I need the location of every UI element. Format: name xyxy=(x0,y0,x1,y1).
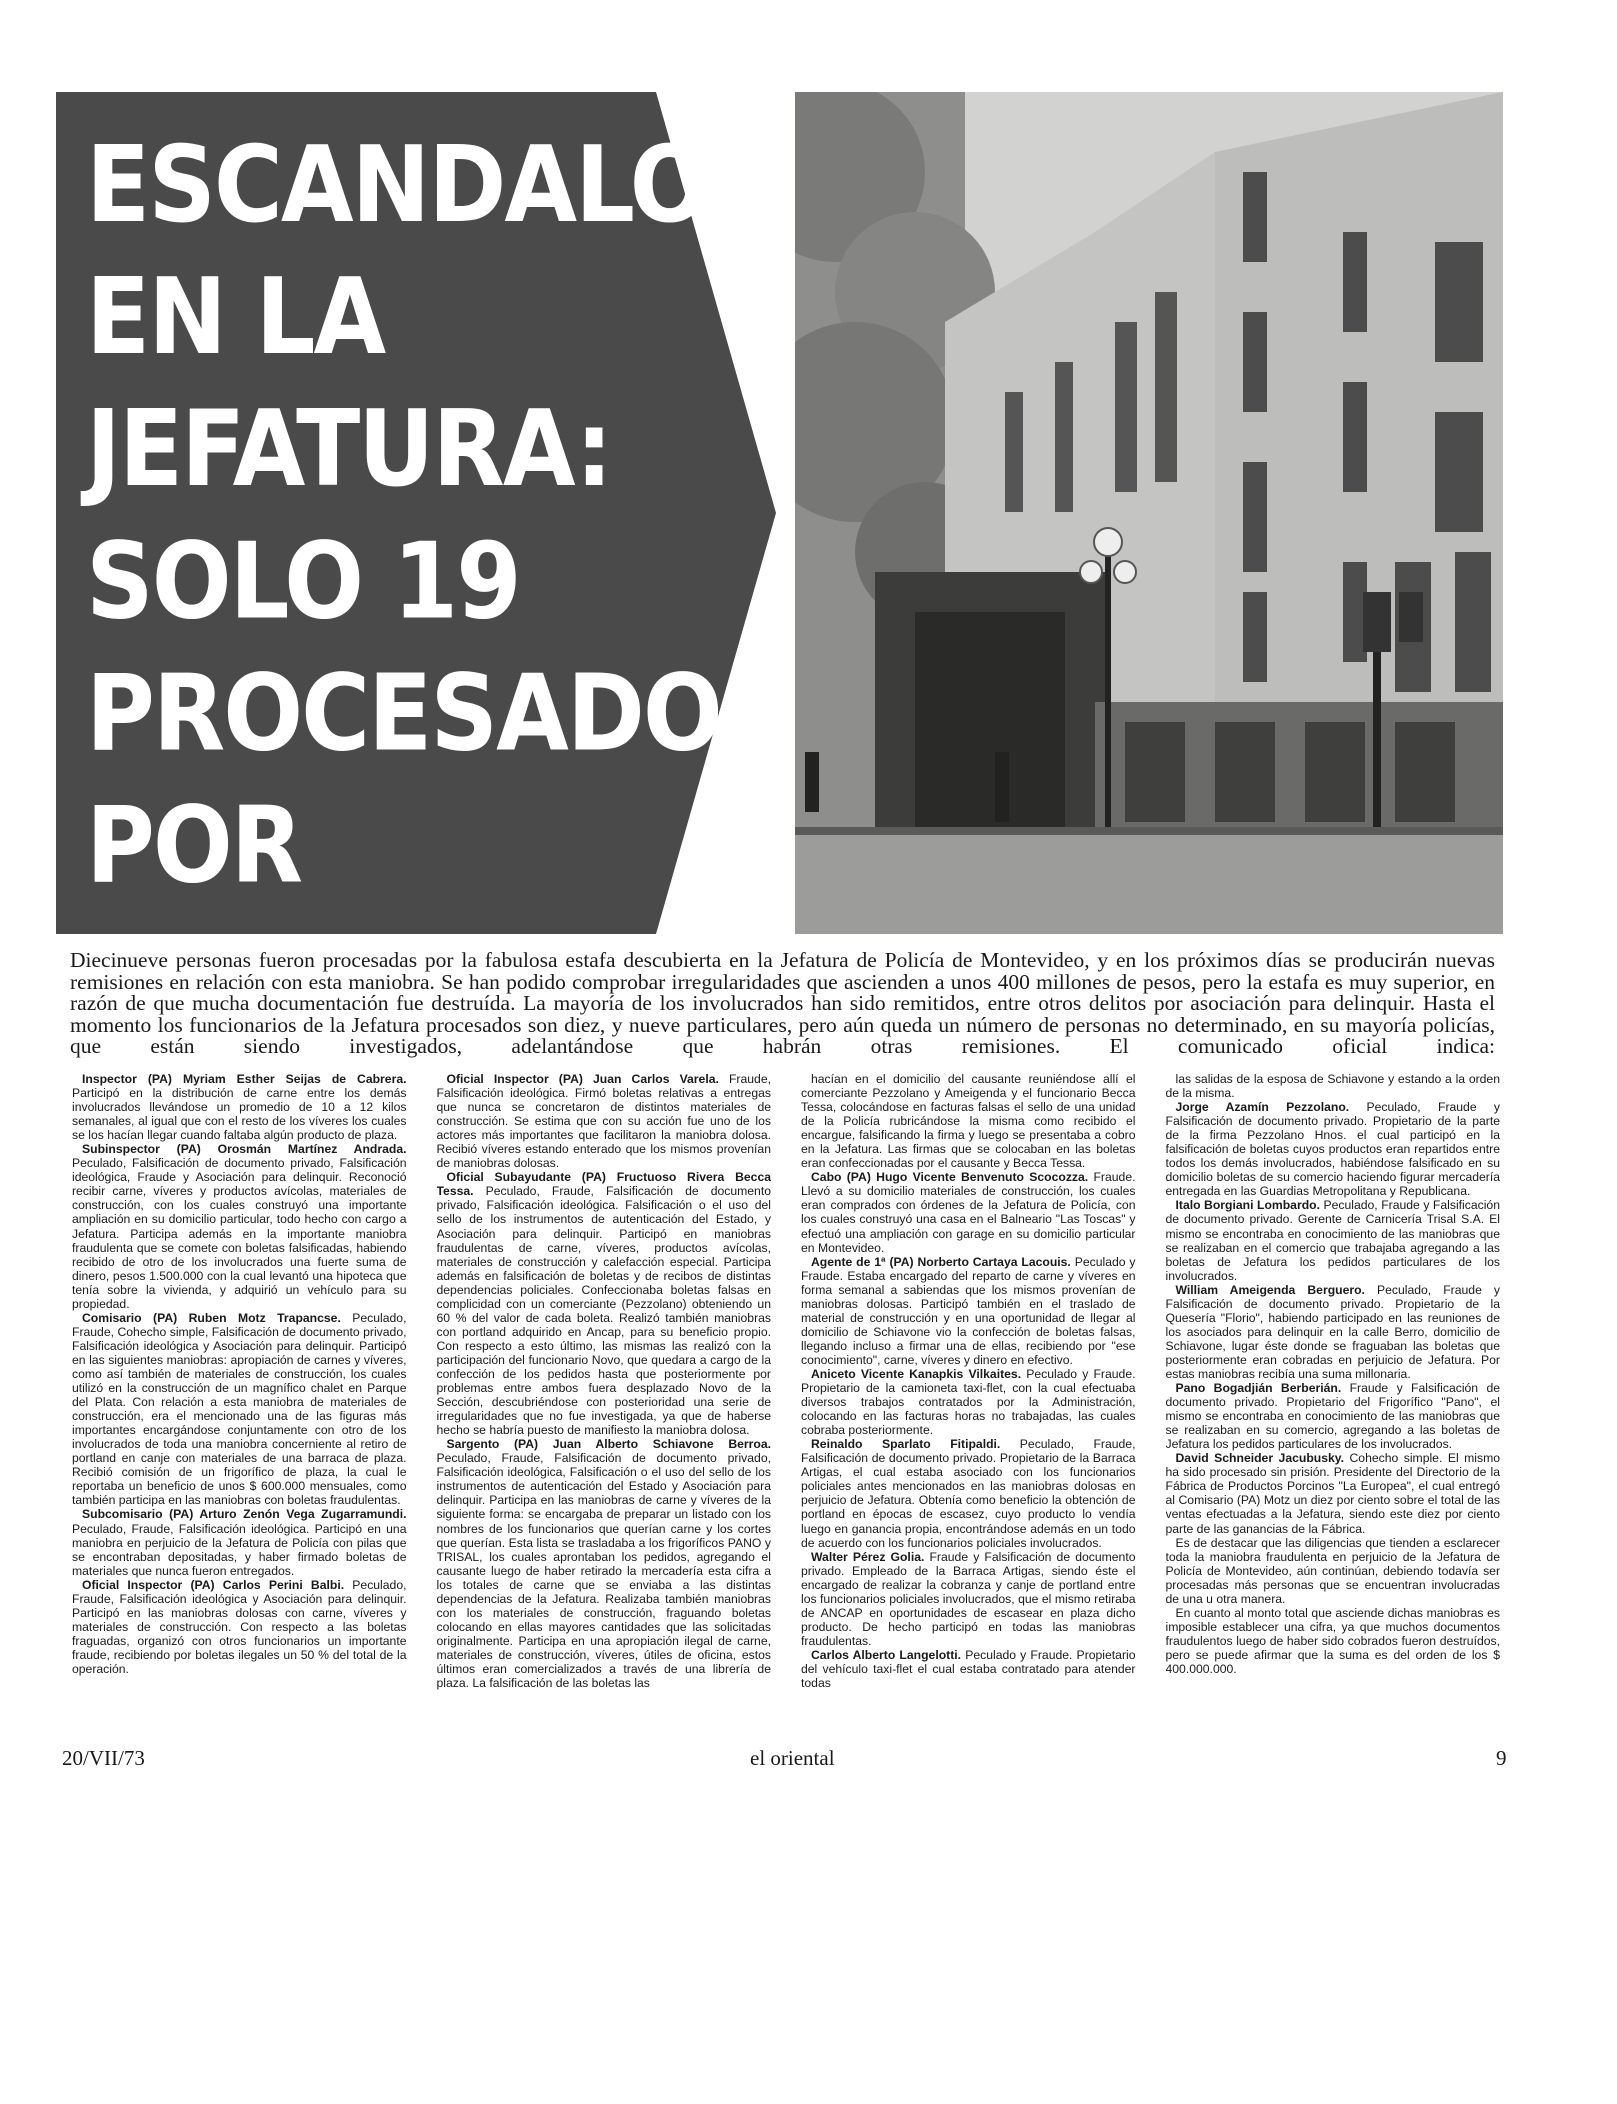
article-column xyxy=(1166,1072,1501,1710)
entry-text: Fraude y Falsificación de documento privado. Propietario del Frigorífico "Pano", el mismo se encontraba en conocimiento de las maniobras que se realizaban en su comercio, agregando a las boletas de Jefatura los pedidos particulares de los involucrados. xyxy=(1165,1381,1500,1452)
entry-text: Cohecho simple. El mismo ha sido procesado sin prisión. Presidente del Directorio de la Fábrica de Productos Porcinos "La Europea", el cual entregó al Comisario (PA) Motz un diez por ciento sobre el total de las ventas efectuadas a la Jefatura, siendo este diez por ciento parte de las ganancias de la Fábrica. xyxy=(1165,1451,1500,1536)
headline-line: PROCESADOS xyxy=(86,653,787,776)
headline-line: POR xyxy=(86,785,302,908)
jefatura-building-photo xyxy=(795,92,1503,934)
entry-name: Italo Borgiani Lombardo. xyxy=(1175,1198,1320,1213)
entry-text: Peculado, Fraude, Falsificación de documento privado. Propietario de la Barraca Artigas, el cual estaba asociado con los funcionarios policiales antes mencionados en las maniobras dolosas en perjuicio de Jefatura. Obtenía como beneficio la obtención de portland en épocas de escasez, cuyo producto lo vendía luego en ganancia propia, encontrándose además en un todo de acuerdo con los funcionarios policiales involucrados. xyxy=(801,1437,1136,1550)
article-column xyxy=(72,1072,407,1710)
footer-publication: el oriental xyxy=(750,1746,835,1770)
article-entry xyxy=(801,1072,1136,1170)
entry-text: Peculado, Fraude y Falsificación de documento privado. Gerente de Carnicería Trisal S.A. El mismo se encontraba en conocimiento de las maniobras que se realizaban en el comercio que trabajaba agregando a las boletas de Jefatura los pedidos particulares de los involucrados. xyxy=(1165,1198,1500,1283)
building-illustration xyxy=(795,92,1503,934)
article-entry xyxy=(72,1578,407,1676)
entry-text: Peculado, Fraude y Falsificación de documento privado. Propietario de la parte de la firma Pezzolano Hnos. el cual participó en la falsificación de boletas cuyos productos eran repartidos entre todos los demás involucrados, habiéndose falsificado en su domicilio boletas de su comercio haciendo figurar mercadería entregada en las Guardias Metropolitana y Republicana. xyxy=(1165,1100,1500,1199)
footer-date: 20/VII/73 xyxy=(62,1746,145,1770)
article-entry xyxy=(1166,1536,1501,1606)
entry-name: Carlos Alberto Langelotti. xyxy=(811,1647,962,1662)
entry-name: Walter Pérez Golia. xyxy=(811,1549,925,1564)
entry-text: hacían en el domicilio del causante reuniéndose allí el comerciante Pezzolano y Ameigenda y el funcionario Becca Tessa, colocándose en facturas falsas el sello de una unidad de la Policía rubricándose la misma como recibido el encargue, falsificando la firma y luego se presentaba a cobro en la Jefatura. Las firmas que se colocaban en las boletas eran confeccionadas por el causante y Becca Tessa. xyxy=(801,1072,1136,1171)
article-entry xyxy=(801,1437,1136,1549)
entry-text: Peculado, Fraude, Cohecho simple, Falsificación de documento privado, Falsificación ideológica y Asociación para delinquir. Participó en las siguientes maniobras: apropiación de carnes y víveres, como así también de materiales de construcción, los cuales utilizó en la construcción de un magnífico chalet en Parque del Plata. Con relación a esta maniobra de materiales de construcción, era el mencionado una de las figuras más importantes encargándose conjuntamente con otro de los involucrados de toda una maniobra concerniente al retiro de portland en canje con materiales de una barraca de plaza. Recibió comisión de un frigorífico de plaza, la cual le reportaba un beneficio de unos $ 600.000 mensuales, como también participa en las maniobras con boletas fraudulentas. xyxy=(72,1310,407,1508)
article-entry xyxy=(1166,1072,1501,1100)
entry-name: Pano Bogadjián Berberián. xyxy=(1175,1381,1342,1396)
headline-line: ESCANDALO xyxy=(86,124,708,247)
entry-text: Participó en la distribución de carne entre los demás involucrados llevándose un promedio de 10 a 12 kilos semanales, al igual que con el resto de los víveres los cuales se los hacían llegar cuando faltaba algún producto de plaza. xyxy=(72,1086,407,1143)
article-entry xyxy=(1166,1198,1501,1282)
entry-name: Sargento (PA) Juan Alberto Schiavone Berroa. xyxy=(446,1437,771,1452)
entry-text: Fraude, Falsificación ideológica. Firmó boletas relativas a entregas que nunca se concretaron de distintos materiales de construcción. Se estima que con su acción fue uno de los actores más importantes que facilitaron la maniobra dolosa. Recibió víveres estando enterado que los mismos provenían de maniobras dolosas. xyxy=(436,1072,771,1171)
article-entry xyxy=(72,1072,407,1142)
article-columns xyxy=(72,1072,1500,1710)
article-entry xyxy=(72,1507,407,1577)
entry-text: Es de destacar que las diligencias que tienden a esclarecer toda la maniobra fraudulenta en perjuicio de la Jefatura de Policía de Montevideo, aún continúan, debiendo todavía ser procesadas más personas que se encuentran involucradas de una u otra manera. xyxy=(1165,1535,1500,1606)
headline-title xyxy=(86,120,787,1045)
headline-line: SOLO 19 xyxy=(86,520,520,644)
entry-name: Reinaldo Sparlato Fitipaldi. xyxy=(811,1437,1001,1452)
entry-text: Fraude y Falsificación de documento privado. Empleado de la Barraca Artigas, siendo éste el encargado de realizar la cobranza y canje de portland entre los funcionarios policiales involucrados, que el mismo retiraba de ANCAP en oportunidades de escasear en plaza dicho producto. De hecho participó en todas las maniobras fraudulentas. xyxy=(801,1549,1136,1648)
article-entry xyxy=(1166,1100,1501,1198)
entry-name: Oficial Subayudante (PA) Fructuoso Rivera Becca Tessa. xyxy=(436,1170,771,1199)
article-entry xyxy=(1166,1451,1501,1535)
article-entry xyxy=(801,1550,1136,1648)
entry-text: Peculado y Fraude. Propietario del vehículo taxi-flet el cual estaba contratado para atender todas xyxy=(801,1647,1136,1691)
article-entry xyxy=(1166,1606,1501,1676)
article-entry xyxy=(1166,1381,1501,1451)
article-entry xyxy=(72,1142,407,1311)
entry-text: Peculado y Fraude. Propietario de la camioneta taxi-flet, con la cual efectuaba diversos trabajos contratados por la Administración, colocando en las facturas horas no trabajadas, las cuales cobraba posteriormente. xyxy=(801,1366,1136,1438)
entry-name: Jorge Azamín Pezzolano. xyxy=(1175,1100,1350,1115)
entry-text: Peculado, Fraude, Falsificación ideológica y Asociación para delinquir. Participó en las maniobras dolosas con carne, víveres y materiales de construcción. Con respecto a las boletas fraguadas, organizó con otros funcionarios un importante fraude, recibiendo por boletas ilegales un 50 % del total de la operación. xyxy=(72,1577,407,1676)
entry-text: Peculado y Fraude. Estaba encargado del reparto de carne y víveres en forma semanal a sabiendas que los mismos provenían de maniobras dolosas. Participó también en el traslado de material de construcción y en una oportunidad de llegar al domicilio de Schiavone vio la confección de boletas falsas, llegando incluso a firmar una de ellas, recibiendo por "ese conocimiento", carne, víveres y dinero en efectivo. xyxy=(801,1254,1136,1367)
footer-page-number: 9 xyxy=(1496,1746,1507,1770)
article-entry xyxy=(437,1072,772,1170)
entry-text: En cuanto al monto total que asciende dichas maniobras es imposible establecer una cifra, ya que muchos documentos fraudulentos luego de haber sido cobrados fueron destruídos, pero se puede afirmar que la suma es del orden de los $ 400.000.000. xyxy=(1165,1605,1500,1676)
entry-name: Comisario (PA) Ruben Motz Trapancse. xyxy=(82,1310,341,1325)
article-column xyxy=(437,1072,772,1710)
article-entry xyxy=(801,1648,1136,1690)
entry-text: Fraude. Llevó a su domicilio materiales de construcción, los cuales eran comprados con órdenes de la Jefatura de Policía, con los cuales construyó una casa en el Balneario "Las Toscas" y efectuó una ampliación con garage en su domicilio particular en Montevideo. xyxy=(801,1170,1136,1255)
entry-text: Peculado, Fraude, Falsificación de documento privado, Falsificación ideológica, Falsificación o el uso del sello de los instrumentos de autenticación del Estado y Asociación para delinquir. Participa en las maniobras de carne y víveres de la siguiente forma: se encargaba de preparar un listado con los nombres de los funcionarios que querían carne y los cortes que querían. Esta lista se trasladaba a los frigoríficos PANO y TRISAL, los cuales aprontaban los pedidos, agregando el causante luego de haber retirado la mercadería esta cifra a los totales de carne que se enviaba a las distintas dependencias de la Jefatura. Realizaba también maniobras con los materiales de construcción, fraguando boletas colocando en ellas mayores cantidades que las solicitadas originalmente. Participa en una apropiación ilegal de carne, materiales de construcción, víveres, útiles de oficina, estos últimos eran comercializados a través de una librería de plaza. La falsificación de las boletas las xyxy=(436,1451,771,1691)
entry-name: Inspector (PA) Myriam Esther Seijas de Cabrera. xyxy=(82,1072,407,1086)
article-column xyxy=(801,1072,1136,1710)
entry-name: Oficial Inspector (PA) Carlos Perini Balbi. xyxy=(82,1577,345,1592)
entry-name: Aniceto Vicente Kanapkis Vilkaites. xyxy=(811,1366,1022,1381)
article-entry xyxy=(801,1170,1136,1254)
entry-name: Oficial Inspector (PA) Juan Carlos Varela. xyxy=(446,1072,719,1086)
headline-line: AHORA xyxy=(86,917,453,1040)
article-entry xyxy=(801,1255,1136,1367)
entry-name: Subcomisario (PA) Arturo Zenón Vega Zugarramundi. xyxy=(82,1507,407,1522)
intro-paragraph: Diecinueve personas fueron procesadas por la fabulosa estafa descubierta en la Jefatura de Policía de Montevideo, y en los próximos días se producirán nuevas remisiones en relación con esta maniobra. Se han podido comprobar irregularidades que ascienden a unos 400 millones de pesos, pero la estafa es muy superior, en razón de que mucha documentación fue destruída. La mayoría de los involucrados han sido remitidos, entre otros delitos por asociación para delinquir. Hasta el momento los funcionarios de la Jefatura procesados son diez, y nueve particulares, pero aún queda un número de personas no determinado, en su mayoría policías, que están siendo investigados, adelantándose que habrán otras remisiones. El comunicado oficial indica: xyxy=(70,948,1495,1058)
entry-name: David Schneider Jacubusky. xyxy=(1175,1451,1345,1466)
entry-name: Cabo (PA) Hugo Vicente Benvenuto Scocozza. xyxy=(811,1170,1089,1185)
entry-text: las salidas de la esposa de Schiavone y estando a la orden de la misma. xyxy=(1165,1072,1500,1101)
entry-text: Peculado, Fraude, Falsificación de documento privado, Falsificación ideológica. Falsificación o el uso del sello de los instrumentos de autenticación del Estado, y Asociación para delinquir. Participó en maniobras fraudulentas de carne, víveres, productos avícolas, materiales de construcción y calefacción especial. Participa además en falsificación de boletas y de recibos de distintas dependencias policiales. Confeccionaba boletas falsas en complicidad con un comerciante (Pezzolano) obteniendo un 60 % del valor de cada boleta. Realizó también maniobras con portland adquirido en Ancap, para su beneficio propio. Con respecto a esto último, las mismas las realizó con la participación del funcionario Novo, que quedara a cargo de la confección de los pedidos hasta que posteriormente por problemas entre ambos fuera desplazado Novo de la Sección, descubriéndose con posterioridad una serie de irregularidades que no fue investigada, ya que de haberse hecho se habría puesto de manifiesto la maniobra dolosa. xyxy=(436,1184,771,1438)
entry-text: Peculado, Fraude y Falsificación de documento privado. Propietario de la Quesería "Florio", habiendo participado en las reuniones de los asociados para delinquir en la calle Berro, domicilio de Schiavone, lugar éste donde se fraguaban las boletas que posteriormente eran cobradas en perjuicio de Jefatura. Por estas maniobras recibía una suma millonaria. xyxy=(1165,1282,1500,1381)
entry-text: Peculado, Fraude, Falsificación ideológica. Participó en una maniobra en perjuicio de la Jefatura de Policía con pilas que se encontraban depositadas, y haber firmado boletas de materiales que nunca fueron entregados. xyxy=(72,1521,407,1578)
article-entry xyxy=(437,1437,772,1690)
article-entry xyxy=(1166,1283,1501,1381)
article-entry xyxy=(72,1311,407,1508)
entry-name: Agente de 1ª (PA) Norberto Cartaya Lacouis. xyxy=(811,1254,1071,1269)
entry-text: Peculado, Falsificación de documento privado, Falsificación ideológica, Fraude y Asociación para delinquir. Reconoció recibir carne, víveres y productos avícolas, materiales de construcción, con los cuales construyó una importante ampliación en su domicilio particular, todo hecho con cargo a Jefatura. Participa además en la importante maniobra fraudulenta que se comete con boletas falsificadas, habiendo recibido de otro de los involucrados una fuerte suma de dinero, pesos 1.500.000 con la cual levantó una hipoteca que tenía sobre la vivienda, y adquirió un vehículo para su propiedad. xyxy=(72,1156,407,1311)
entry-name: Subinspector (PA) Orosmán Martínez Andrada. xyxy=(82,1142,407,1157)
headline-line: JEFATURA: xyxy=(86,388,611,511)
entry-name: William Ameigenda Berguero. xyxy=(1175,1282,1365,1297)
article-entry xyxy=(801,1367,1136,1437)
headline-line: EN LA xyxy=(86,256,385,379)
article-entry xyxy=(437,1170,772,1437)
headline-block xyxy=(56,92,787,1040)
